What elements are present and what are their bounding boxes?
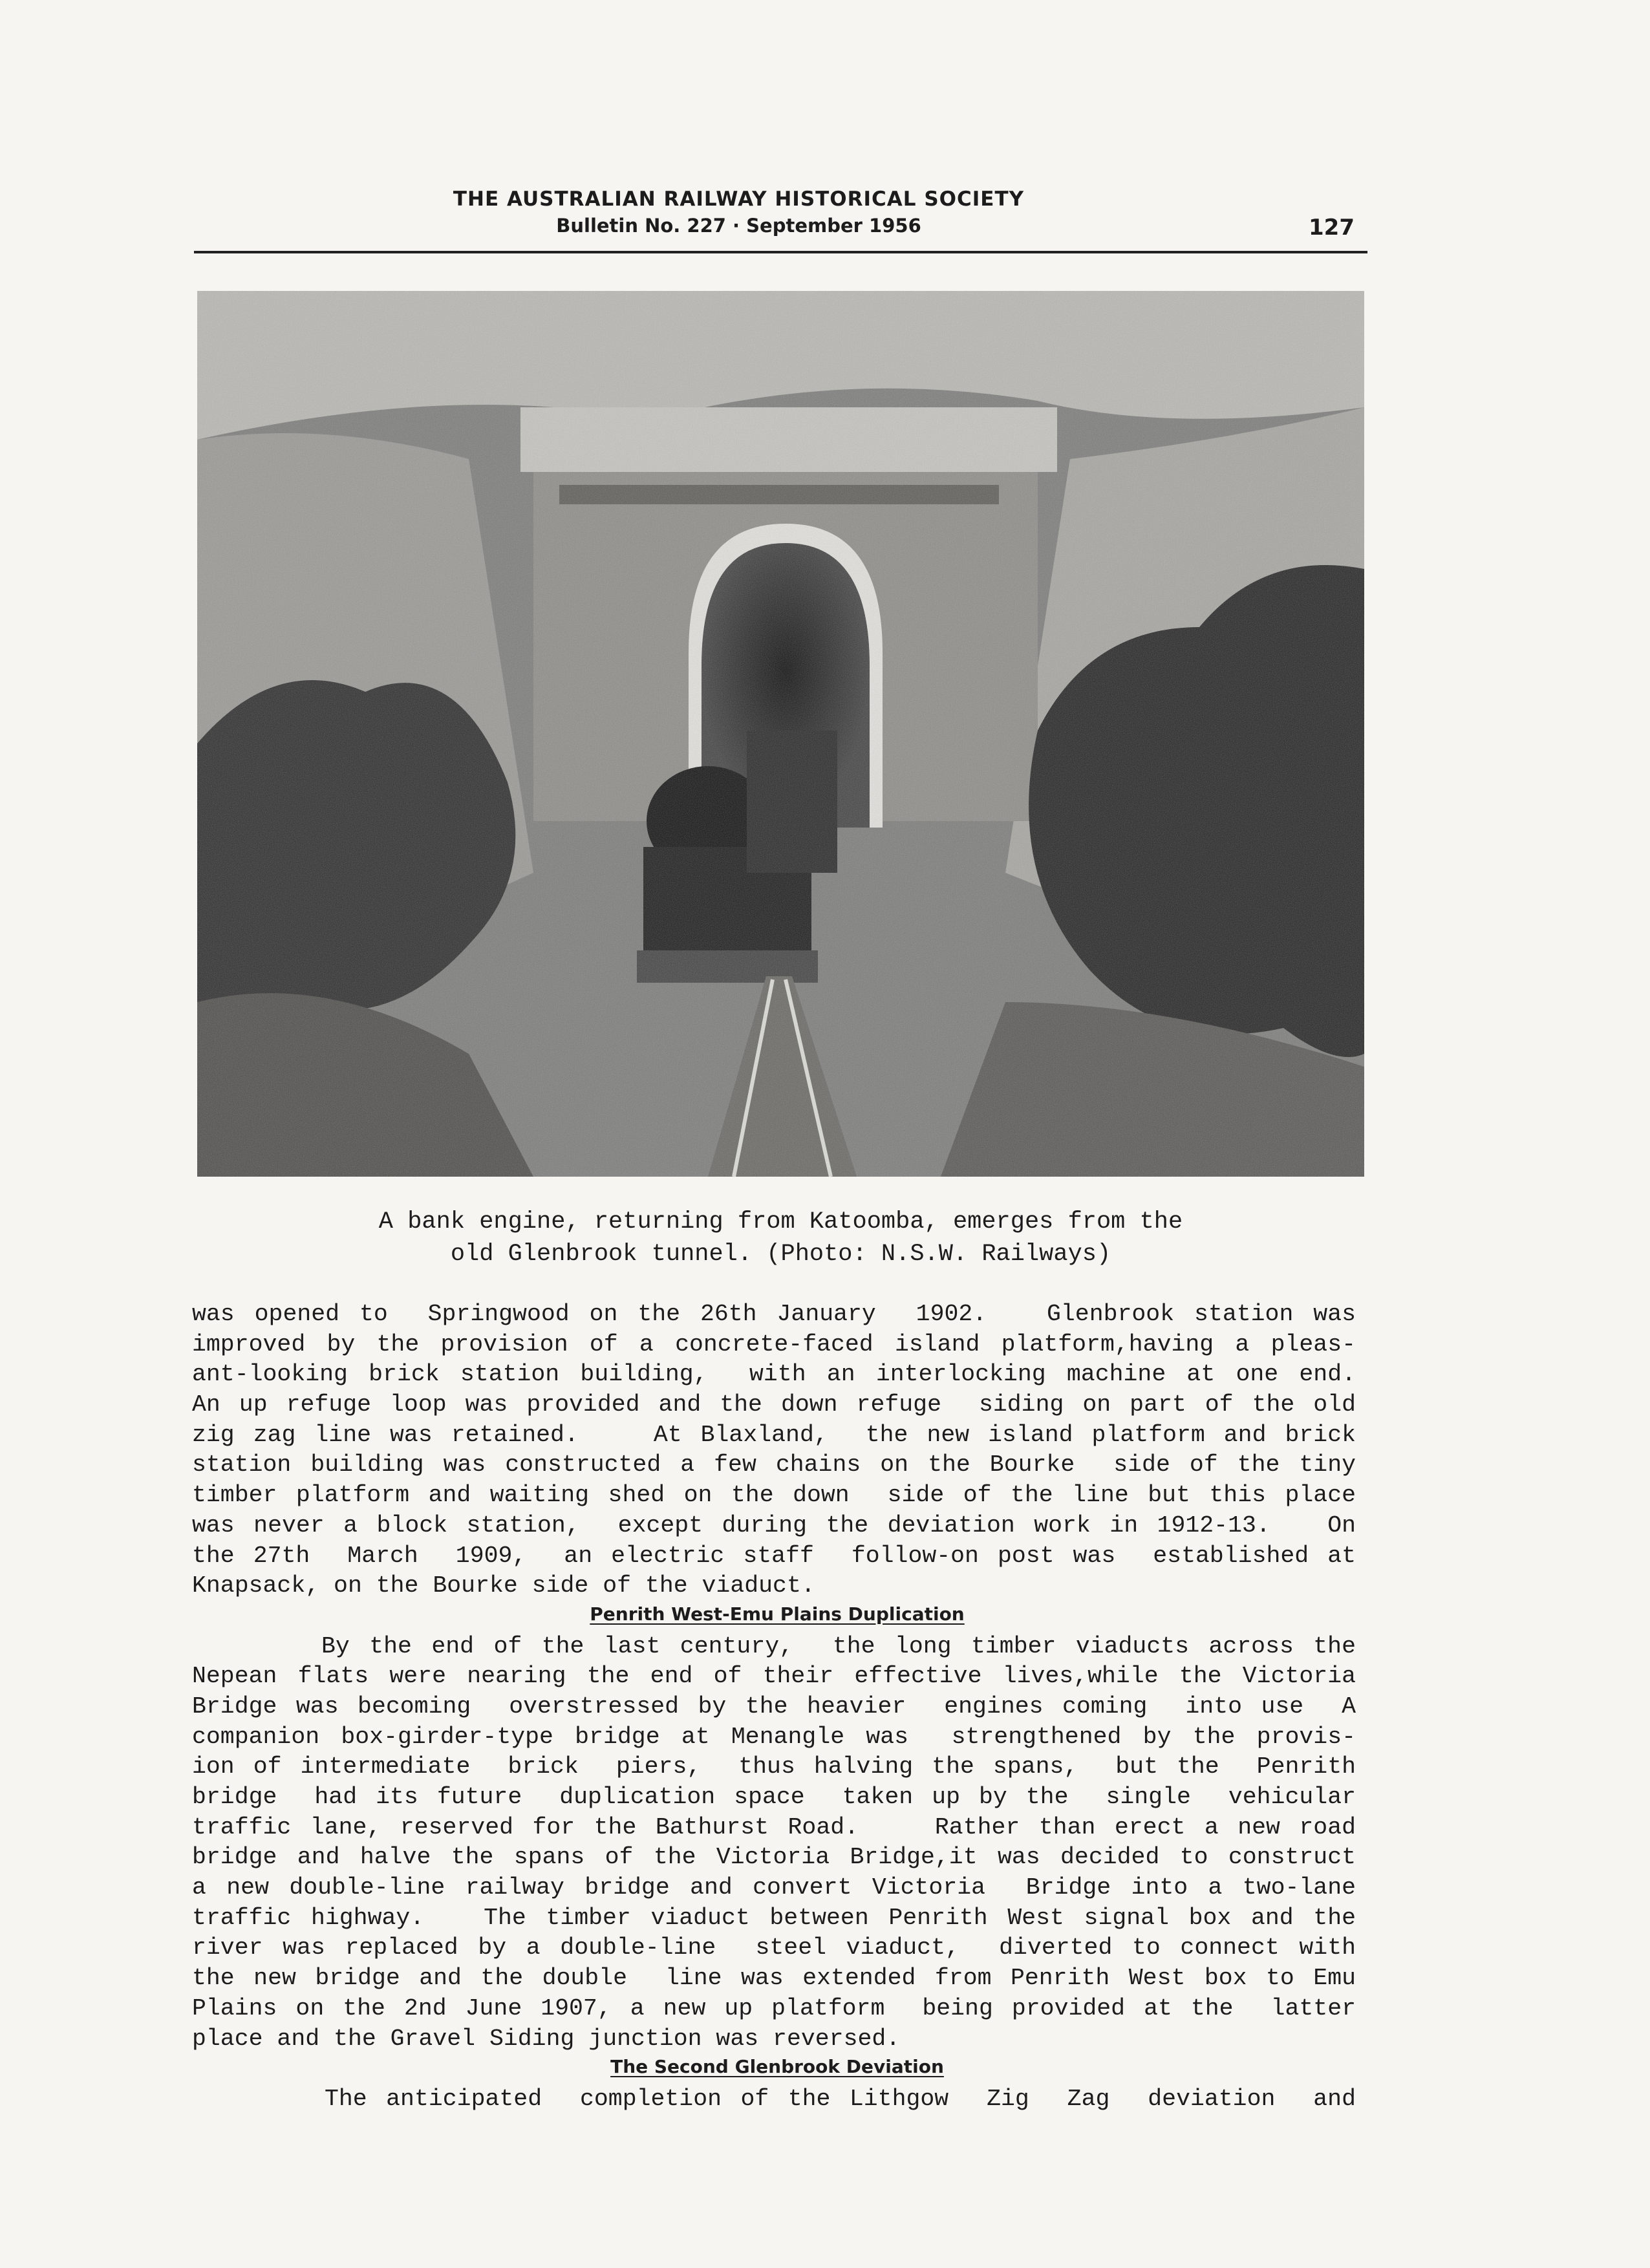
paragraph-2 <box>192 1632 1356 2055</box>
text-line: was never a block station, except during the deviation work in 1912-13. On <box>192 1512 1356 1539</box>
text-line: Bridge was becoming overstressed by the heavier engines coming into use A <box>192 1693 1356 1720</box>
text-line: Plains on the 2nd June 1907, a new up platform being provided at the latter <box>192 1995 1356 2022</box>
text-line: bridge and halve the spans of the Victoria Bridge,it was decided to construct <box>192 1844 1356 1871</box>
text-line: An up refuge loop was provided and the down refuge siding on part of the old <box>192 1391 1356 1418</box>
header-rule <box>194 251 1367 253</box>
photo-caption <box>194 1206 1367 1270</box>
text-line: zig zag line was retained. At Blaxland, the new island platform and brick <box>192 1421 1356 1448</box>
text-line: a new double-line railway bridge and convert Victoria Bridge into a two-lane <box>192 1874 1356 1901</box>
text-line: companion box-girder-type bridge at Menangle was strengthened by the provis- <box>192 1723 1356 1750</box>
text-line: Knapsack, on the Bourke side of the viaduct. <box>192 1572 815 1599</box>
text-line: By the end of the last century, the long timber viaducts across the <box>321 1632 1356 1660</box>
paragraph-1 <box>192 1300 1356 1601</box>
tunnel-photo-illustration <box>197 291 1364 1177</box>
page-number: 127 <box>1309 215 1355 241</box>
text-line: place and the Gravel Siding junction was reversed. <box>192 2025 901 2052</box>
section-heading-glenbrook: The Second Glenbrook Deviation <box>610 2056 944 2078</box>
text-line: Nepean flats were nearing the end of their effective lives,while the Victoria <box>192 1663 1356 1690</box>
text-line: station building was constructed a few chains on the Bourke side of the tiny <box>192 1451 1356 1479</box>
text-line: timber platform and waiting shed on the down side of the line but this place <box>192 1482 1356 1509</box>
paragraph-3 <box>192 2084 1356 2115</box>
caption-line: A bank engine, returning from Katoomba, emerges from the <box>378 1208 1183 1236</box>
article-body <box>192 1300 1356 2115</box>
text-line: traffic highway. The timber viaduct between Penrith West signal box and the <box>192 1904 1356 1931</box>
text-line: traffic lane, reserved for the Bathurst Road. Rather than erect a new road <box>192 1813 1356 1841</box>
text-line: river was replaced by a double-line steel viaduct, diverted to connect with <box>192 1934 1356 1962</box>
tunnel-photograph <box>197 291 1364 1177</box>
text-line: was opened to Springwood on the 26th January 1902. Glenbrook station was <box>192 1301 1356 1327</box>
text-line: ion of intermediate brick piers, thus halving the spans, but the Penrith <box>192 1753 1356 1781</box>
text-line: improved by the provision of a concrete-faced island platform,having a pleas- <box>192 1331 1356 1358</box>
bulletin-issue: Bulletin No. 227 · September 1956 <box>556 215 921 237</box>
caption-line: old Glenbrook tunnel. (Photo: N.S.W. Railways) <box>450 1241 1111 1268</box>
text-line: bridge had its future duplication space taken up by the single vehicular <box>192 1784 1356 1810</box>
section-heading-penrith: Penrith West-Emu Plains Duplication <box>590 1603 965 1625</box>
text-line: the 27th March 1909, an electric staff follow-on post was established at <box>192 1542 1356 1569</box>
text-line: ant-looking brick station building, with an interlocking machine at one end. <box>192 1361 1356 1388</box>
page-header <box>194 187 1367 241</box>
society-title: THE AUSTRALIAN RAILWAY HISTORICAL SOCIETY <box>453 187 1025 211</box>
text-line: The anticipated completion of the Lithgow Zig Zag deviation and <box>325 2085 1356 2112</box>
text-line: the new bridge and the double line was extended from Penrith West box to Emu <box>192 1965 1356 1992</box>
